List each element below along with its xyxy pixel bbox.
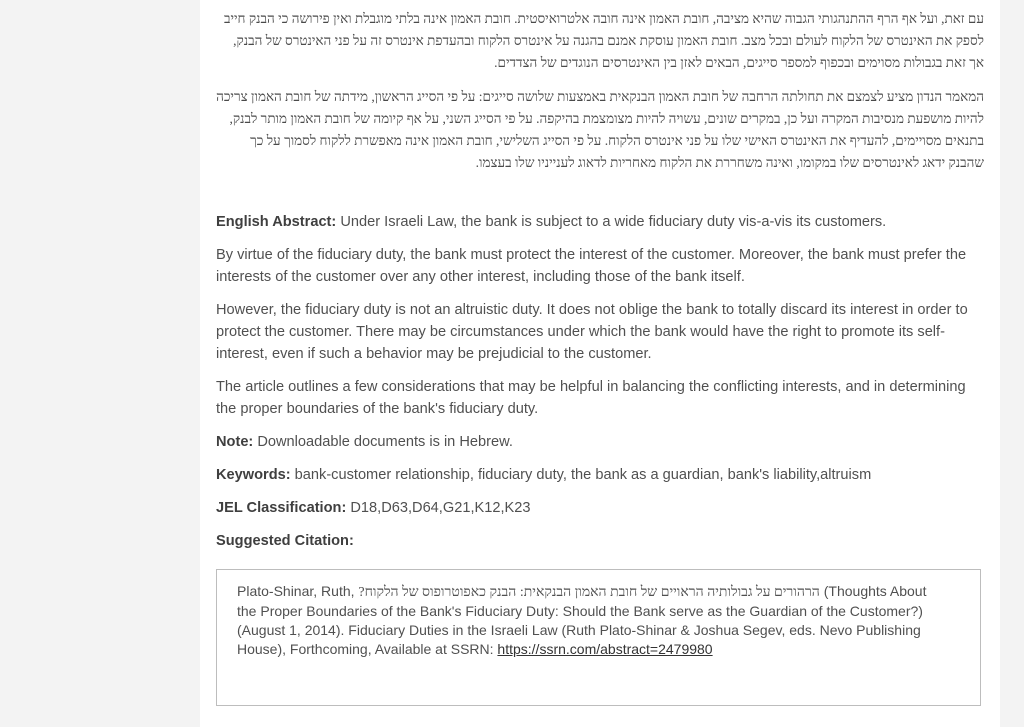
citation-body: (Thoughts About the Proper Boundaries of the Bank's Fiduciary Duty: Should the Bank serve as the Guardian of the Customer?) (August 1, 2014). Fiduciary Duties in the Israeli Law (Ruth Plato-Shinar & Joshua Segev, eds. Nevo Publishing House), Forthcoming, Available at SSRN: xyxy=(237,583,927,657)
english-abstract-intro-text: Under Israeli Law, the bank is subject to a wide fiduciary duty vis-a-vis its customers. xyxy=(340,214,887,230)
jel-row xyxy=(216,497,976,519)
hebrew-paragraph-text: עם זאת, ועל אף הרף ההתנהגותי הגבוה שהיא מציבה, חובת האמון אינה חובה אלטרואיסטית. חובת האמון אינה בלתי מוגבלת ואין פירושה כי הבנק חייב לספק את האינטרס של הלקוח לעולם ובכל מצב. חובת האמון עוסקת אמנם בהגנה על אינטרס הלקוח ובהעדפת אינטרס זה על פני האינטרס של הבנק, אך זאת בגבולות מסוימים ובכפוף למספר סייגים, הבאים לאזן בין האינטרסים הנוגדים של הצדדים. xyxy=(223,11,984,70)
hebrew-abstract-paragraph-1 xyxy=(216,8,984,74)
english-abstract-label: English Abstract: xyxy=(216,214,337,230)
jel-text: D18,D63,D64,G21,K12,K23 xyxy=(350,500,531,516)
keywords-text: bank-customer relationship, fiduciary duty, the bank as a guardian, bank's liability,altruism xyxy=(294,467,872,483)
english-abstract-intro xyxy=(216,211,976,233)
citation-box xyxy=(216,569,981,706)
suggested-citation-heading xyxy=(216,530,976,552)
citation-text xyxy=(237,582,937,659)
note-row xyxy=(216,431,976,453)
citation-hebrew-title: הרהורים על גבולותיה הראויים של חובת האמון הבנקאית: הבנק כאפוטרופוס של הלקוח? xyxy=(358,585,820,600)
hebrew-abstract-paragraph-2 xyxy=(216,86,984,174)
english-abstract-paragraph-3: However, the fiduciary duty is not an altruistic duty. It does not oblige the bank to totally discard its interest in order to protect the customer. There may be circumstances under which the bank would have the right to promote its self-interest, even if such a behavior may be prejudicial to the customer. xyxy=(216,302,968,362)
keywords-row xyxy=(216,464,976,486)
citation-author: Plato-Shinar, Ruth, xyxy=(237,583,355,599)
english-abstract-paragraph-4: The article outlines a few considerations that may be helpful in balancing the conflicting interests, and in determining the proper boundaries of the bank's fiduciary duty. xyxy=(216,379,966,417)
hebrew-paragraph-text: המאמר הנדון מציע לצמצם את תחולתה הרחבה של חובת האמון הבנקאית באמצעות שלושה סייגים: על פי הסייג הראשון, מידתה של חובת האמון צריכה להיות מושפעת מנסיבות המקרה ועל כן, במקרים שונים, עשויה להיות מצומצמת בהיקפה. על פי הסייג השני, על אף קיומה של חובת האמון מותר לבנק, בתנאים מסויימים, להעדיף את האינטרס האישי שלו על פני אינטרס הלקוח. על פי הסייג השלישי, חובת האמון אינה מאפשרת ללקוח לסמוך על כך שהבנק ידאג לאינטרסים שלו במקומו, ואינה משחררת את הלקוח מאחריות לדאוג לענייניו שלו בעצמו. xyxy=(216,89,984,170)
english-abstract-paragraph-2: By virtue of the fiduciary duty, the bank must protect the interest of the customer. Moreover, the bank must prefer the interests of the customer over any other interest, including those of the bank itself. xyxy=(216,247,967,285)
ssrn-link[interactable]: https://ssrn.com/abstract=2479980 xyxy=(497,641,713,657)
note-label: Note: xyxy=(216,434,254,450)
jel-label: JEL Classification: xyxy=(216,500,347,516)
note-text: Downloadable documents is in Hebrew. xyxy=(257,434,513,450)
keywords-label: Keywords: xyxy=(216,467,291,483)
suggested-citation-label: Suggested Citation: xyxy=(216,533,354,549)
